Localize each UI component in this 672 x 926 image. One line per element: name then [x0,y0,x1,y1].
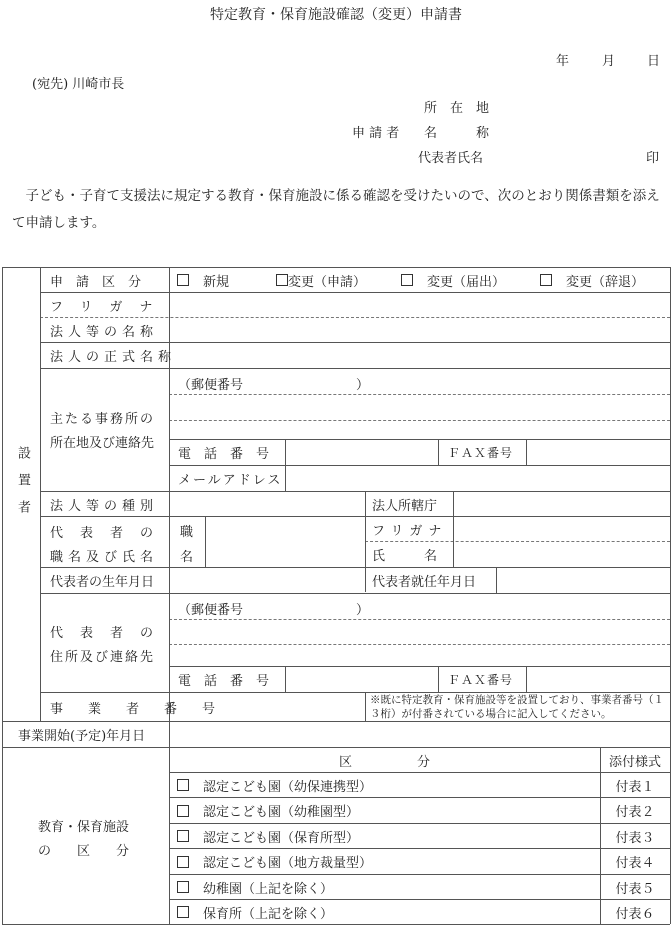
facility-row[interactable]: 認定こども園（地方裁量型） [177,849,372,874]
facility-attachment: 付表６ [615,906,655,922]
corp-name-input[interactable] [172,319,670,343]
representative-name-label: 氏 名 [372,549,438,564]
facility-attachment: 付表３ [615,830,655,846]
facility-attachment: 付表５ [615,881,655,897]
checkbox-icon[interactable] [177,881,189,893]
date-year-label: 年 [556,54,570,69]
facility-header-category: 区 分 [338,754,430,770]
applicant-representative-label: 代表者氏名 [418,151,484,166]
rep-postal-label: （郵便番号 [178,603,244,618]
application-type-option-change-withdraw[interactable]: 変更（辞退） [540,268,644,292]
facility-row[interactable]: 認定こども園（幼稚園型） [177,798,359,823]
start-date-input[interactable] [172,723,670,748]
checkbox-icon[interactable] [177,856,189,868]
checkbox-icon[interactable] [177,274,189,286]
representative-birth-label: 代表者の生年月日 [50,575,155,590]
date-month-label: 月 [602,54,616,69]
representative-title-input[interactable] [209,518,365,567]
checkbox-icon[interactable] [177,906,189,918]
corp-formal-name-input[interactable] [172,344,670,369]
start-date-label: 事業開始(予定)年月日 [18,729,146,744]
office-postal-close: ） [356,378,370,393]
checkbox-icon[interactable] [177,805,189,817]
office-phone-input[interactable] [289,441,438,466]
office-postal-input[interactable] [250,370,354,394]
rep-address-label-line2: 住所及び連絡先 [50,650,156,665]
representative-title-label-2: 名 [180,550,194,565]
rep-address-line2-input[interactable] [172,646,670,666]
facility-label-line1: 教育・保育施設 [38,820,130,835]
application-type-option-new[interactable]: 新規 [177,268,229,292]
rep-fax-label: ＦＡＸ番号 [448,673,514,687]
representative-furigana-label: フリガナ [372,523,448,539]
office-phone-label: 電 話 番 号 [178,447,270,462]
facility-row[interactable]: 保育所（上記を除く） [177,900,333,924]
facility-label-line2: の 区 分 [38,844,130,859]
checkbox-icon[interactable] [540,274,552,286]
business-number-input[interactable] [172,694,366,722]
corp-authority-label: 法人所轄庁 [372,498,438,514]
checkbox-icon[interactable] [177,779,189,791]
representative-label-line2: 職名及び氏名 [50,550,159,565]
rep-postal-close: ） [356,603,370,618]
corp-formal-name-label: 法人の正式名称 [50,350,177,365]
corp-type-label: 法人等の種別 [50,498,159,514]
furigana-label: フリガナ [50,299,170,315]
checkbox-icon[interactable] [276,274,288,286]
furigana-input[interactable] [172,294,670,318]
corp-type-input[interactable] [172,493,366,517]
office-label-line2: 所在地及び連絡先 [50,436,155,451]
office-address-line2-input[interactable] [172,421,670,440]
addressee: (宛先) 川崎市長 [32,77,125,92]
date-day-label: 日 [647,54,661,69]
facility-header-attachment: 添付様式 [608,754,661,770]
office-label-line1: 主たる事務所の [50,412,156,427]
representative-title-label-1: 職 [180,525,194,540]
installer-section-text: 設置者 [15,446,30,527]
application-type-option-change-apply[interactable]: 変更（申請） [276,268,366,292]
facility-attachment: 付表２ [615,805,655,820]
office-fax-label: ＦＡＸ番号 [448,446,514,460]
rep-postal-input[interactable] [250,595,354,619]
corp-name-label: 法人等の名称 [50,324,159,340]
representative-appointed-input[interactable] [500,569,670,593]
seal-mark: 印 [646,151,660,166]
rep-phone-label: 電 話 番 号 [178,674,270,689]
rep-phone-input[interactable] [289,668,438,693]
office-address-line1-input[interactable] [172,396,670,420]
applicant-location-label: 所 在 地 [424,101,490,116]
document-title: 特定教育・保育施設確認（変更）申請書 [210,7,462,23]
representative-furigana-input[interactable] [457,518,670,541]
applicant-name-label: 名 称 [424,126,490,141]
office-email-input[interactable] [289,467,670,492]
office-email-label: メールアドレス [178,473,283,488]
installer-section-label [3,446,41,541]
corp-authority-input[interactable] [457,493,670,517]
facility-row[interactable]: 幼稚園（上記を除く） [177,875,333,899]
application-type-option-change-notify[interactable]: 変更（届出） [401,268,505,292]
representative-label-line1: 代 表 者 の [50,526,156,541]
facility-attachment: 付表４ [615,856,655,871]
application-statement: 子ども・子育て支援法に規定する教育・保育施設に係る確認を受けたいので、次のとおり関係書類を添えて申請します。 [12,188,660,231]
facility-row[interactable]: 認定こども園（幼保連携型） [177,773,372,797]
business-number-note: ※既に特定教育・保育施設等を設置しており、事業者番号（１３桁）が付番されている場合に記入してください。 [370,694,664,720]
application-type-label: 申 請 区 分 [50,274,142,290]
checkbox-icon[interactable] [177,830,189,842]
rep-address-line1-input[interactable] [172,621,670,644]
facility-row[interactable]: 認定こども園（保育所型） [177,824,359,848]
facility-attachment: 付表１ [615,779,655,795]
applicant-label: 申 請 者 [352,126,400,141]
office-postal-label: （郵便番号 [178,378,244,393]
business-number-label: 事 業 者 番 号 [50,701,222,717]
rep-fax-input[interactable] [530,668,670,693]
office-fax-input[interactable] [530,441,670,466]
checkbox-icon[interactable] [401,274,413,286]
representative-birth-input[interactable] [172,569,366,593]
rep-address-label-line1: 代 表 者 の [50,626,156,641]
representative-appointed-label: 代表者就任年月日 [372,575,477,590]
representative-name-input[interactable] [457,543,670,567]
